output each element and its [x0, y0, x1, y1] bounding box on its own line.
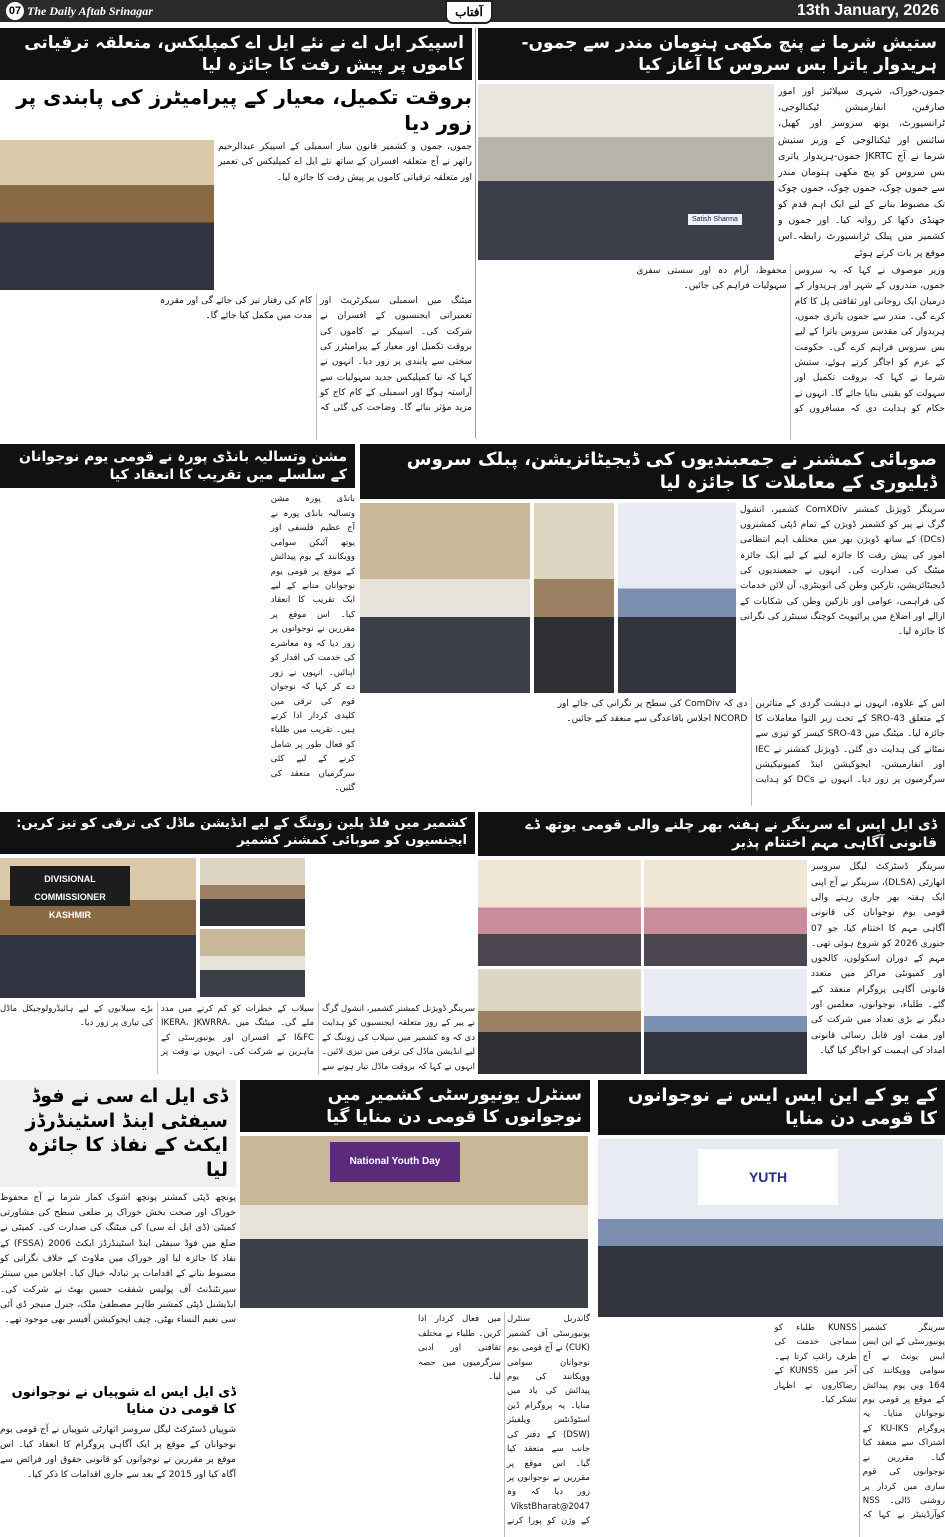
article-cuk [240, 1080, 590, 1537]
article-lead-jkrtc: جموں،خوراک، شہری سپلائیز اور امور صارفین، انفارمیشن ٹیکنالوجی، ٹرانسپورٹ، یوتھ سروسز اور کھیل، سائنس اور ٹیکنالوجی کے وزیر ستیش شرما نے آج JKRTC جموں-ہریدوار یاتری بس سروس کو پنچ مکھی ہنومان مندر سے جموں چوک، جموں چوک، جموں چوک تک مضبوط بنانے کے لیے ایک اہم قدم کو جھنڈی دکھا کر روانہ کیا۔ اور جموں و کشمیر میں پبلک ٹرانسپورٹ رابطہ۔اس موقع پر بات کرتے ہوئے [778, 86, 945, 259]
event-banner: National Youth Day [330, 1142, 460, 1182]
photo-jamabandi-2 [534, 503, 614, 693]
article-body-speaker: میٹنگ میں اسمبلی سیکرٹریٹ اور تعمیراتی ایجنسیوں کے افسران نے شرکت کی۔ اسپیکر نے کاموں کی بروقت تکمیل اور معیار کے پیرامیٹرز کی سختی سے پابندی پر زور دیا۔ انہوں نے کہا کہ نیا کمپلیکس جدید سہولیات سے آراستہ ہوگا اور اسمبلی کے کام کاج کو مزید مؤثر بنائے گا۔ وضاحت کی گئی کہ کام کی رفتار تیز کی جائے گی اور مقررہ مدت میں مکمل کیا جائے گا۔ [160, 296, 472, 414]
article-speaker [0, 28, 472, 440]
headline-jkrtc: ستیش شرما نے پنچ مکھی ہنومان مندر سے جموں-ہریدوار یاترا بس سروس کا آغاز کیا [478, 28, 945, 80]
article-body-vatsalya: بانڈی پورہ مشن وتسالیہ بانڈی پورہ نے آج عظیم فلسفی اور یوتھ آئیکن سوامی وویکانند کے یوم پیدائش کے موقع پر قومی یوم نوجوانان منانے کے لیے ایک تقریب کا انعقاد کیا۔ اس موقع پر مقررین نے نوجوانوں پر زور دیا کہ وہ معاشرے کی خدمت کی اقدار کو اپنائیں۔ انہوں نے زور دے کر کہا کہ نوجوان قوم کی ترقی میں کلیدی کردار ادا کرتے ہیں۔ تقریب میں طلباء کو فعال طور پر شامل کرنے کے لیے کئی سرگرمیاں منعقد کی گئیں۔ [270, 494, 355, 794]
headline-jamabandi: صوبائی کمشنر نے جمعبندیوں کی ڈیجیٹائزیشن، پبلک سروس ڈیلیوری کے معاملات کا جائزہ لیا [360, 444, 945, 499]
column-divider [475, 28, 476, 438]
board-line-2: KASHMIR [49, 909, 91, 920]
article-lead-speaker: جموں، جموں و کشمیر قانون ساز اسمبلی کے اسپیکر عبدالرحیم راتھر نے آج متعلقہ افسران کے ساتھ نئے ایل اے کمپلیکس کی تعمیر اور متعلقہ ترقیاتی کاموں پر پیش رفت کا جائزہ لیا۔ [218, 142, 472, 183]
headline-vatsalya: مشن وتسالیہ بانڈی پورہ نے قومی یوم نوجوانان کے سلسلے میں تقریب کا انعقاد کیا [0, 444, 355, 488]
photo-jamabandi-3 [618, 503, 736, 693]
photo-flood-1 [0, 858, 196, 998]
photo-cuk [240, 1136, 588, 1308]
photo-dlsa-2 [644, 860, 807, 965]
page-number: 07 [6, 2, 24, 20]
article-kunss [598, 1080, 945, 1537]
headline-speaker: اسپیکر ایل اے نے نئے ایل اے کمپلیکس، متعلقہ ترقیاتی کاموں پر پیش رفت کا جائزہ لیا [0, 28, 472, 80]
article-vatsalya [0, 444, 355, 806]
article-body-jamabandi: اس کے علاوہ، انہوں نے دہشت گردی کے متاثرین کے متعلق SRO-43 کے تحت زیر التوا معاملات کا جائزہ لیا۔ میٹنگ میں SRO-43 کیسز کو تیزی سے نمٹانے کی ہدایت دی گئی۔ ڈویژنل کمشنر نے IEC اور انفارمیشن، ایجوکیشن اینڈ کمیونیکیشن سرگرمیوں پر زور دیا۔ انہوں نے DCs کو ہدایت دی کہ ComDiv کی سطح پر نگرانی کی جائے اور NCORD اجلاس باقاعدگی سے منعقد کیے جائیں۔ [557, 698, 945, 786]
article-body-fssa: پونچھ ڈپٹی کمشنر پونچھ اشوک کمار شرما نے آج محفوظ خوراک اور صحت بخش خوراک پر ضلعی سطح کی مشاورتی کمیٹی (ڈی ایل اے سی) کی میٹنگ کی صدارت کی۔ کمیٹی نے ضلع میں فوڈ سیفٹی اینڈ اسٹینڈرڈز ایکٹ 2006 (FSSA) کے نفاذ کا جائزہ لیا اور خوراک میں ملاوٹ کے خلاف نگرانی کو مضبوط بنانے کے اقدامات پر تبادلہ خیال کیا۔ اجلاس میں سینئر سپرنٹنڈنٹ آف پولیس شفقت حسین بھٹ نے شرکت کی۔ ایڈیشنل ڈپٹی کمشنر طاہر مصطفیٰ ملک، جنرل منیجر ڈی آئی سی نعیم النساء بھٹی، چیف ایجوکیشن آفیسر بھی موجود تھے۔ [0, 1192, 236, 1326]
article-body-cuk: گاندربل سنٹرل یونیورسٹی آف کشمیر (CUK) نے آج قومی یوم نوجوانان سوامی وویکانند کی یوم پیدائش کی یاد میں منایا۔ یہ پروگرام ڈین اسٹوڈنٹس ویلفیئر (DSW) کے دفتر کی جانب سے منعقد کیا گیا۔ اس موقع پر مقررین نے نوجوانوں پر زور دیا کہ وہ VikstBharat@2047 کے وژن کو پورا کرنے میں فعال کردار ادا کریں۔ طلباء نے مختلف ثقافتی اور ادبی سرگرمیوں میں حصہ لیا۔ [418, 1314, 590, 1527]
article-dlsa [478, 812, 945, 1074]
article-body-shopian: شوپیاں ڈسٹرکٹ لیگل سروسز اتھارٹی شوپیاں نے آج قومی یوم نوجوانان کے موقع پر ایک آگاہی پروگرام کا انعقاد کیا۔ اس موقع پر مقررین نے نوجوانوں کو قانونی حقوق اور فرائض سے آگاہ کیا اور 2015 کے بعد سے جاری اقدامات کا ذکر کیا۔ [0, 1424, 236, 1481]
photo-jkrtc [478, 84, 774, 260]
article-lead-jamabandi: سرینگر ڈویژنل کمشنر ComXDiv کشمیر، انشول گرگ نے پیر کو کشمیر ڈویژن کے تمام ڈپٹی کمشنروں (DCs) کے ساتھ ڈویژن بھر میں مختلف اہم انتظامی امور کی پیش رفت کا جائزہ لینے کے لیے ایک جائزہ میٹنگ کی صدارت کی۔ انہوں نے جمعبندیوں کی ڈیجیٹائزیشن، تارکین وطن کی انوینٹری، آن لائن خدمات کی فراہمی، عوامی اور تارکین وطن کی شکایات کے ازالے اور اضلاع میں پرائیویٹ کوچنگ سینٹرز کی نگرانی کا جائزہ لیا۔ [740, 504, 945, 638]
newspaper-logo: آفتاب [445, 0, 493, 24]
photo-jamabandi-1 [360, 503, 530, 693]
article-body-dlsa: سرینگر ڈسٹرکٹ لیگل سروسز اتھارٹی (DLSA)، سرینگر نے آج اپنی ایک ہفتہ بھر جاری رہنے والی قومی یوم نوجوانان کی قانونی آگاہی مہم کا اختتام کیا، جو 07 جنوری 2026 کو شروع ہوئی تھی۔ مہم کے دوران اسکولوں، کالجوں اور کمیونٹی مراکز میں متعدد قانونی آگاہی پروگرام منعقد کیے گئے۔ طلباء، نوجوانوں، معلمین اور دیگر نے بڑی تعداد میں شرکت کی اور مفت اور قابل رسائی قانونی امداد کی اہمیت کو اجاگر کیا گیا۔ [811, 862, 945, 1056]
headline-flood: کشمیر میں فلڈ پلین زوننگ کے لیے انڈیشن ماڈل کی ترقی کو تیز کریں: ایجنسیوں کو صوبائی کمشنر کشمیر [0, 812, 475, 854]
photo-dlsa-4 [644, 969, 807, 1074]
article-fssa [0, 1080, 236, 1537]
subheadline-shopian: ڈی ایل ایس اے شوپیاں نے نوجوانوں کا قومی دن منایا [11, 1384, 236, 1417]
photo-dlsa-1 [478, 860, 641, 965]
subheadline-speaker: بروقت تکمیل، معیار کے پیرامیٹرز کی پابندی پر زور دیا [16, 85, 472, 136]
article-jamabandi [360, 444, 945, 806]
headline-fssa: ڈی ایل اے سی نے فوڈ سیفٹی اینڈ اسٹینڈرڈز ایکٹ کے نفاذ کا جائزہ لیا [0, 1080, 236, 1187]
nameplate: Satish Sharma [688, 214, 742, 225]
photo-flood-2 [200, 858, 305, 926]
photo-speaker [0, 140, 214, 290]
board-line-1: DIVISIONAL COMMISSIONER [34, 873, 106, 902]
photo-flood-3 [200, 929, 305, 997]
article-body-jkrtc: وزیر موصوف نے کہا کہ یہ سروس جموں، مندروں کے شہر اور ہریدوار کے درمیان ایک روحانی اور ثقافتی پل کا کام کرے گی۔ مندر سے جموں یاتری جموں، ہریدوار کی مقدس سروس یاترا کے لیے بس سروس فراہم کرے گی۔ حکومت کے عزم کو اجاگر کرتے ہوئے، ستیش شرما نے کہا کہ بروقت تکمیل اور سہولت کو یقینی بنایا جائے گا۔ انہوں نے حکام کو ہدایت دی کہ مسافروں کو محفوظ، آرام دہ اور سستی سفری سہولیات فراہم کی جائیں۔ [636, 266, 945, 414]
paper-name: The Daily Aftab Srinagar [27, 3, 153, 18]
article-flood [0, 812, 475, 1074]
event-banner: YUTH [698, 1149, 838, 1205]
headline-cuk: سنٹرل یونیورسٹی کشمیر میں نوجوانوں کا قومی دن منایا گیا [240, 1080, 590, 1132]
article-jkrtc [478, 28, 945, 440]
article-body-flood: سرینگر ڈویژنل کمشنر کشمیر، انشول گرگ نے پیر کے روز متعلقہ ایجنسیوں کو ہدایت دی کہ وہ کشمیر میں سیلاب کی زوننگ کے لیے انڈیشن ماڈل کی ترقی میں تیزی لائیں۔ انہوں نے کہا کہ بروقت ماڈل تیار ہونے سے سیلاب کے خطرات کو کم کرنے میں مدد ملے گی۔ میٹنگ میں IKERA، JKWRRA، I&FC کے افسران اور یونیورسٹی کے ماہرین نے شرکت کی۔ انہوں نے وقت پر بڑے سیلابوں کے لیے ہائیڈرولوجیکل ماڈل کی تیاری پر زور دیا۔ [0, 1003, 475, 1072]
issue-date: 13th January, 2026 [796, 2, 939, 19]
photo-dlsa-3 [478, 969, 641, 1074]
headline-kunss: کے یو کے این ایس ایس نے نوجوانوں کا قومی دن منایا [598, 1080, 945, 1135]
headline-dlsa: ڈی ایل ایس اے سرینگر نے ہفتہ بھر چلنے والی قومی یوتھ ڈے قانونی آگاہی مہم اختتام پذیر [478, 812, 945, 856]
article-body-kunss: سرینگر کشمیر یونیورسٹی کے این ایس ایس یونٹ نے آج سوامی وویکانند کی 164 ویں یوم پیدائش کے موقع پر قومی یوم نوجوانان منایا۔ یہ پروگرام KU-IKS کے اشتراک سے منعقد کیا گیا۔ مقررین نے نوجوانوں کی قوم سازی میں کردار پر روشنی ڈالی۔ NSS کوآرڈینیٹر نے کہا کہ KUNSS طلباء کو سماجی خدمت کی طرف راغب کرتا ہے۔ آخر میں KUNSS کے رضاکاروں نے اظہار تشکر کیا۔ [774, 1322, 945, 1521]
photo-kunss [598, 1139, 943, 1317]
